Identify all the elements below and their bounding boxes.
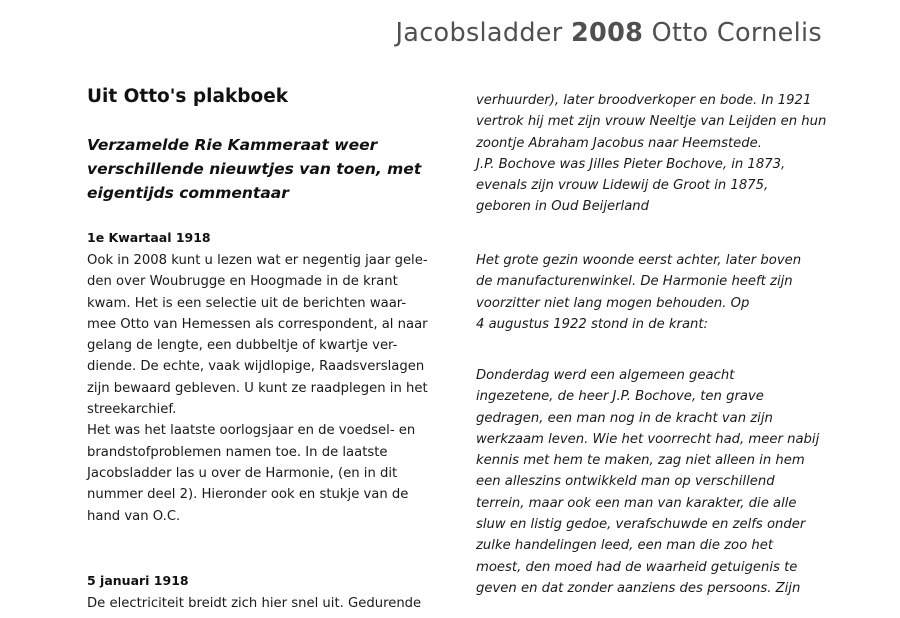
body-line: zulke handelingen leed, een man die zoo het (476, 538, 774, 554)
body-line: werkzaam leven. Wie het voorrecht had, meer nabij (476, 431, 820, 447)
body-line: De electriciteit breidt zich hier snel uit. Gedurende (87, 596, 422, 611)
body-line: evenals zijn vrouw Lidewij de Groot in 1875, (476, 178, 769, 194)
header-year: 2008 (571, 18, 644, 48)
body-line: ingezetene, de heer J.P. Bochove, ten grave (476, 389, 764, 405)
section1-body (87, 250, 428, 527)
body-line: terrein, maar ook een man van karakter, die alle (476, 495, 797, 511)
right-block-1 (476, 90, 826, 218)
section-heading-5-januari-1918: 5 januari 1918 (87, 573, 189, 588)
body-line: verhuurder), later broodverkoper en bode. In 1921 (476, 93, 812, 108)
subtitle-line: verschillende nieuwtjes van toen, met (87, 160, 422, 178)
article-subtitle (87, 133, 421, 205)
body-line: Het was het laatste oorlogsjaar en de voedsel- en (87, 423, 416, 439)
body-line: J.P. Bochove was Jilles Pieter Bochove, in 1873, (476, 156, 786, 172)
body-line: kwam. Het is een selectie uit de berichten waar- (87, 295, 407, 311)
body-line: Het grote gezin woonde eerst achter, later boven (476, 253, 802, 268)
body-line: gedragen, een man nog in de kracht van zijn (476, 410, 773, 426)
right-block-2 (476, 250, 801, 335)
body-line: een alleszins ontwikkeld man op verschillend (476, 474, 775, 490)
body-line: geven en dat zonder aanziens des persoons. Zijn (476, 580, 801, 596)
body-line: den over Woubrugge en Hoogmade in de krant (87, 274, 398, 290)
body-line: voorzitter niet lang mogen behouden. Op (476, 295, 750, 311)
body-line: zoontje Abraham Jacobus naar Heemstede. (476, 135, 762, 151)
section-heading-q1-1918: 1e Kwartaal 1918 (87, 230, 211, 245)
body-line: kennis met hem te maken, zag niet alleen in hem (476, 453, 805, 469)
body-line: vertrok hij met zijn vrouw Neeltje van Leijden en hun (476, 114, 827, 130)
body-line: nummer deel 2). Hieronder ook en stukje van de (87, 487, 409, 503)
body-line: 4 augustus 1922 stond in de krant: (476, 316, 708, 332)
section2-body (87, 593, 421, 614)
body-line: brandstofproblemen namen toe. In de laatste (87, 444, 388, 460)
body-line: mee Otto van Hemessen als correspondent, al naar (87, 316, 428, 332)
header-prefix: Jacobsladder (395, 18, 571, 48)
body-line: de manufacturenwinkel. De Harmonie heeft zijn (476, 274, 793, 290)
body-line: Donderdag werd een algemeen geacht (476, 368, 735, 383)
body-line: Ook in 2008 kunt u lezen wat er negentig jaar gele- (87, 253, 428, 268)
body-line: Jacobsladder las u over de Harmonie, (en in dit (87, 465, 398, 481)
body-line: gelang de lengte, een dubbeltje of kwartje ver- (87, 338, 398, 354)
body-line: diende. De echte, vaak wijdlopige, Raadsverslagen (87, 359, 425, 375)
body-line: hand van O.C. (87, 508, 181, 524)
subtitle-line: Verzamelde Rie Kammeraat weer (87, 136, 378, 154)
right-block-3-quote (476, 365, 819, 599)
body-line: sluw en listig gedoe, verafschuwde en zelfs onder (476, 517, 806, 533)
body-line: moest, den moed had de waarheid getuigenis te (476, 559, 798, 575)
running-header (395, 18, 822, 48)
article-title: Uit Otto's plakboek (87, 86, 289, 107)
body-line: zijn bewaard gebleven. U kunt ze raadplegen in het (87, 380, 428, 396)
header-suffix: Otto Cornelis (643, 18, 822, 48)
body-line: streekarchief. (87, 402, 177, 418)
body-line: geboren in Oud Beijerland (476, 199, 650, 215)
subtitle-line: eigentijds commentaar (87, 184, 289, 202)
